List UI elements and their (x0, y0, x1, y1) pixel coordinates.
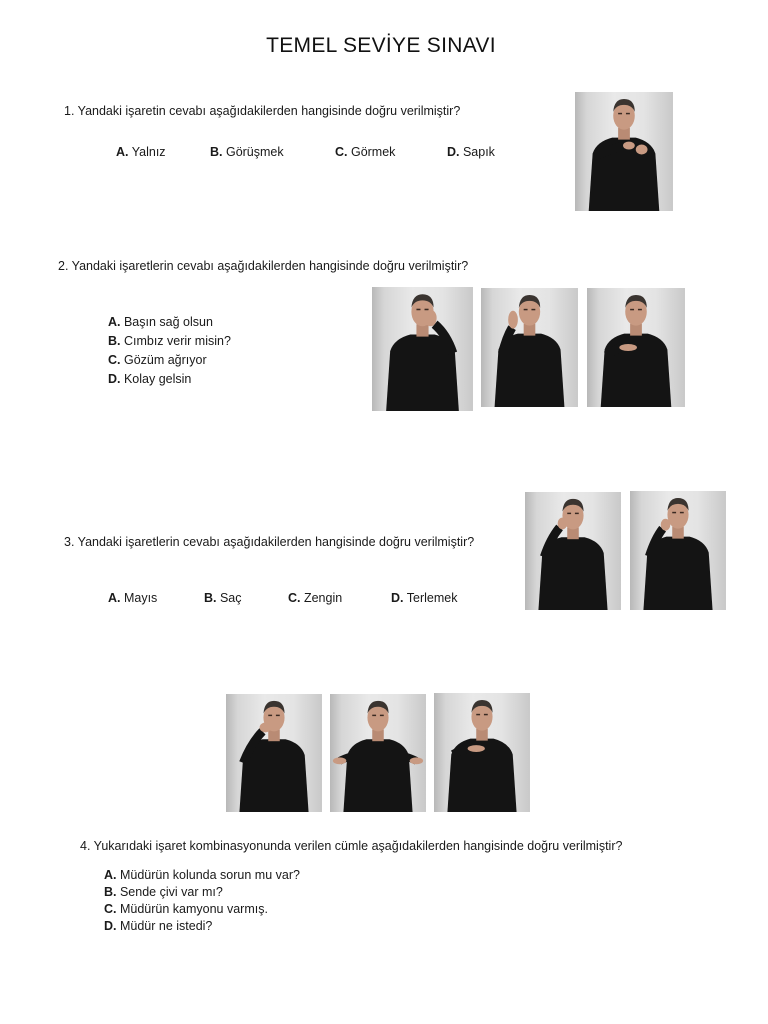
q1-option-a[interactable]: A. Yalnız (116, 145, 166, 159)
sign-photo-q2-3 (587, 288, 685, 407)
q1-option-d[interactable]: D. Sapık (447, 145, 495, 159)
question-2-text: 2. Yandaki işaretlerin cevabı aşağıdakilerden hangisinde doğru verilmiştir? (58, 259, 469, 273)
sign-photo-q4-3 (434, 693, 530, 812)
sign-photo-q3-1 (525, 492, 621, 610)
q4-option-b[interactable]: B. Sende çivi var mı? (104, 885, 223, 899)
question-4-text: 4. Yukarıdaki işaret kombinasyonunda verilen cümle aşağıdakilerden hangisinde doğru verilmiştir? (80, 839, 623, 853)
sign-photo-q3-2 (630, 491, 726, 610)
sign-photo-q4-1 (226, 694, 322, 812)
q2-option-c[interactable]: C. Gözüm ağrıyor (108, 353, 207, 367)
q2-option-a[interactable]: A. Başın sağ olsun (108, 315, 213, 329)
sign-photo-q1 (575, 92, 673, 211)
q3-option-c[interactable]: C. Zengin (288, 591, 343, 605)
page-title: TEMEL SEVİYE SINAVI (266, 34, 496, 57)
q3-option-b[interactable]: B. Saç (204, 591, 242, 605)
q4-option-d[interactable]: D. Müdür ne istedi? (104, 919, 213, 933)
sign-photo-q2-2 (481, 288, 578, 407)
sign-photo-q2-1 (372, 287, 473, 411)
q3-option-a[interactable]: A. Mayıs (108, 591, 158, 605)
q1-option-c[interactable]: C. Görmek (335, 145, 396, 159)
q2-option-b[interactable]: B. Cımbız verir misin? (108, 334, 231, 348)
q2-options (108, 313, 231, 389)
q1-option-b[interactable]: B. Görüşmek (210, 145, 284, 159)
question-1-text: 1. Yandaki işaretin cevabı aşağıdakilerden hangisinde doğru verilmiştir? (64, 104, 461, 118)
q4-option-a[interactable]: A. Müdürün kolunda sorun mu var? (104, 868, 300, 882)
q4-option-c[interactable]: C. Müdürün kamyonu varmış. (104, 902, 268, 916)
q4-options (104, 867, 300, 935)
question-3-text: 3. Yandaki işaretlerin cevabı aşağıdakilerden hangisinde doğru verilmiştir? (64, 535, 475, 549)
q2-option-d[interactable]: D. Kolay gelsin (108, 372, 192, 386)
sign-photo-q4-2 (330, 694, 426, 812)
q3-option-d[interactable]: D. Terlemek (391, 591, 458, 605)
